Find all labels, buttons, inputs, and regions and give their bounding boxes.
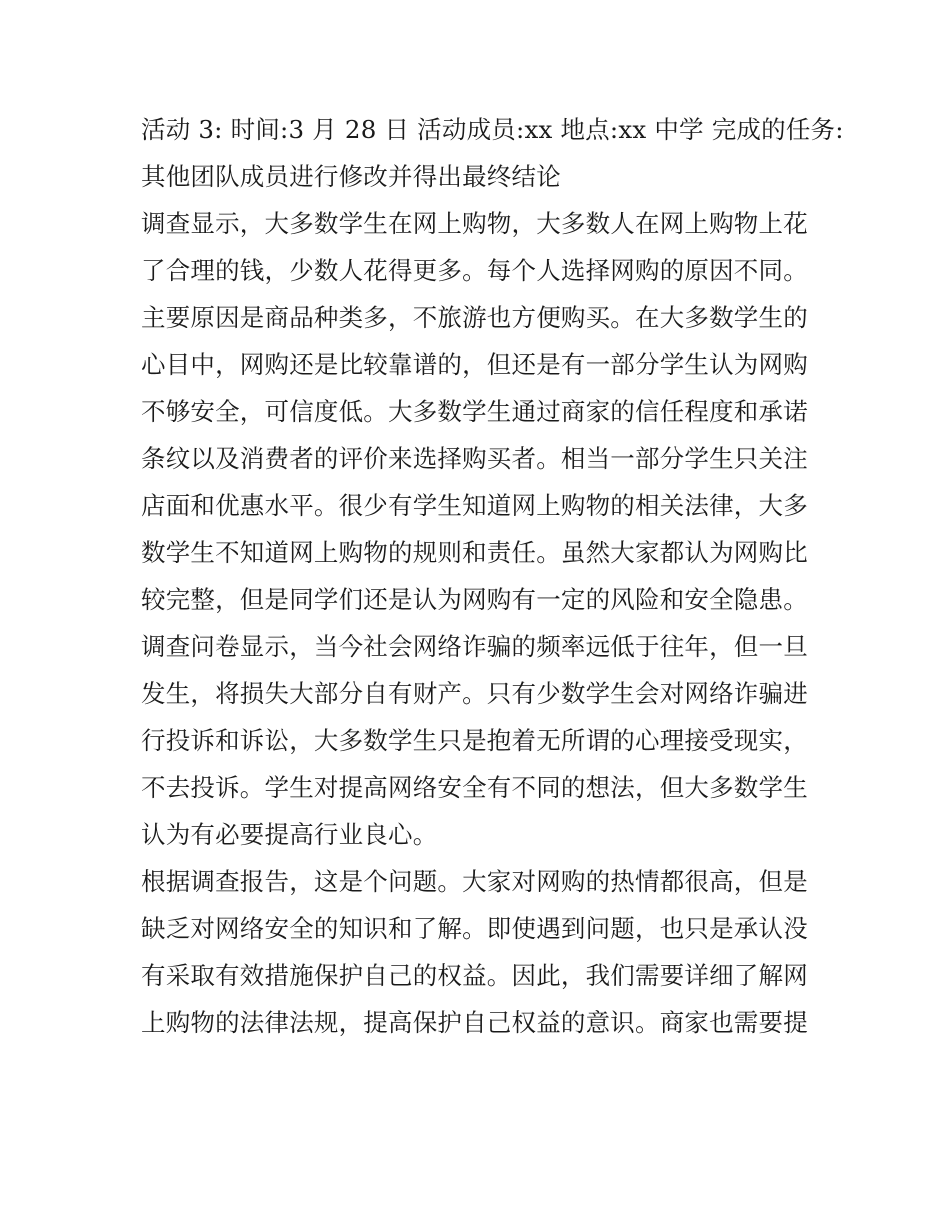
text-line: 行投诉和诉讼，大多数学生只是抱着无所谓的心理接受现实，: [141, 726, 808, 755]
text-line: 有采取有效措施保护自己的权益。因此，我们需要详细了解网: [141, 961, 808, 990]
text-line: 调查显示，大多数学生在网上购物，大多数人在网上购物上花: [141, 209, 808, 238]
text-line: 认为有必要提高行业良心。: [141, 820, 438, 849]
text-line: 发生，将损失大部分自有财产。只有少数学生会对网络诈骗进: [141, 679, 808, 708]
text-line: 条纹以及消费者的评价来选择购买者。相当一部分学生只关注: [141, 444, 808, 473]
text-line: 上购物的法律法规，提高保护自己权益的意识。商家也需要提: [141, 1008, 808, 1037]
text-line: 缺乏对网络安全的知识和了解。即使遇到问题，也只是承认没: [141, 914, 808, 943]
text-line: 较完整，但是同学们还是认为网购有一定的风险和安全隐患。: [141, 585, 808, 614]
text-line: 心目中，网购还是比较靠谱的，但还是有一部分学生认为网购: [141, 350, 808, 379]
text-line: 不够安全，可信度低。大多数学生通过商家的信任程度和承诺: [141, 397, 808, 426]
text-line: 主要原因是商品种类多，不旅游也方便购买。在大多数学生的: [141, 303, 808, 332]
activity-header-line: 活动 3: 时间:3 月 28 日 活动成员:xx 地点:xx 中学 完成的任务:: [141, 115, 844, 144]
document-body: [141, 106, 844, 1046]
text-line: 了合理的钱，少数人花得更多。每个人选择网购的原因不同。: [141, 256, 808, 285]
text-line: 根据调查报告，这是个问题。大家对网购的热情都很高，但是: [141, 867, 808, 896]
text-line: 店面和优惠水平。很少有学生知道网上购物的相关法律，大多: [141, 491, 808, 520]
text-line: 数学生不知道网上购物的规则和责任。虽然大家都认为网购比: [141, 538, 808, 567]
text-line: 不去投诉。学生对提高网络安全有不同的想法，但大多数学生: [141, 773, 808, 802]
activity-task-line: 其他团队成员进行修改并得出最终结论: [141, 162, 561, 191]
text-line: 调查问卷显示，当今社会网络诈骗的频率远低于往年，但一旦: [141, 632, 808, 661]
